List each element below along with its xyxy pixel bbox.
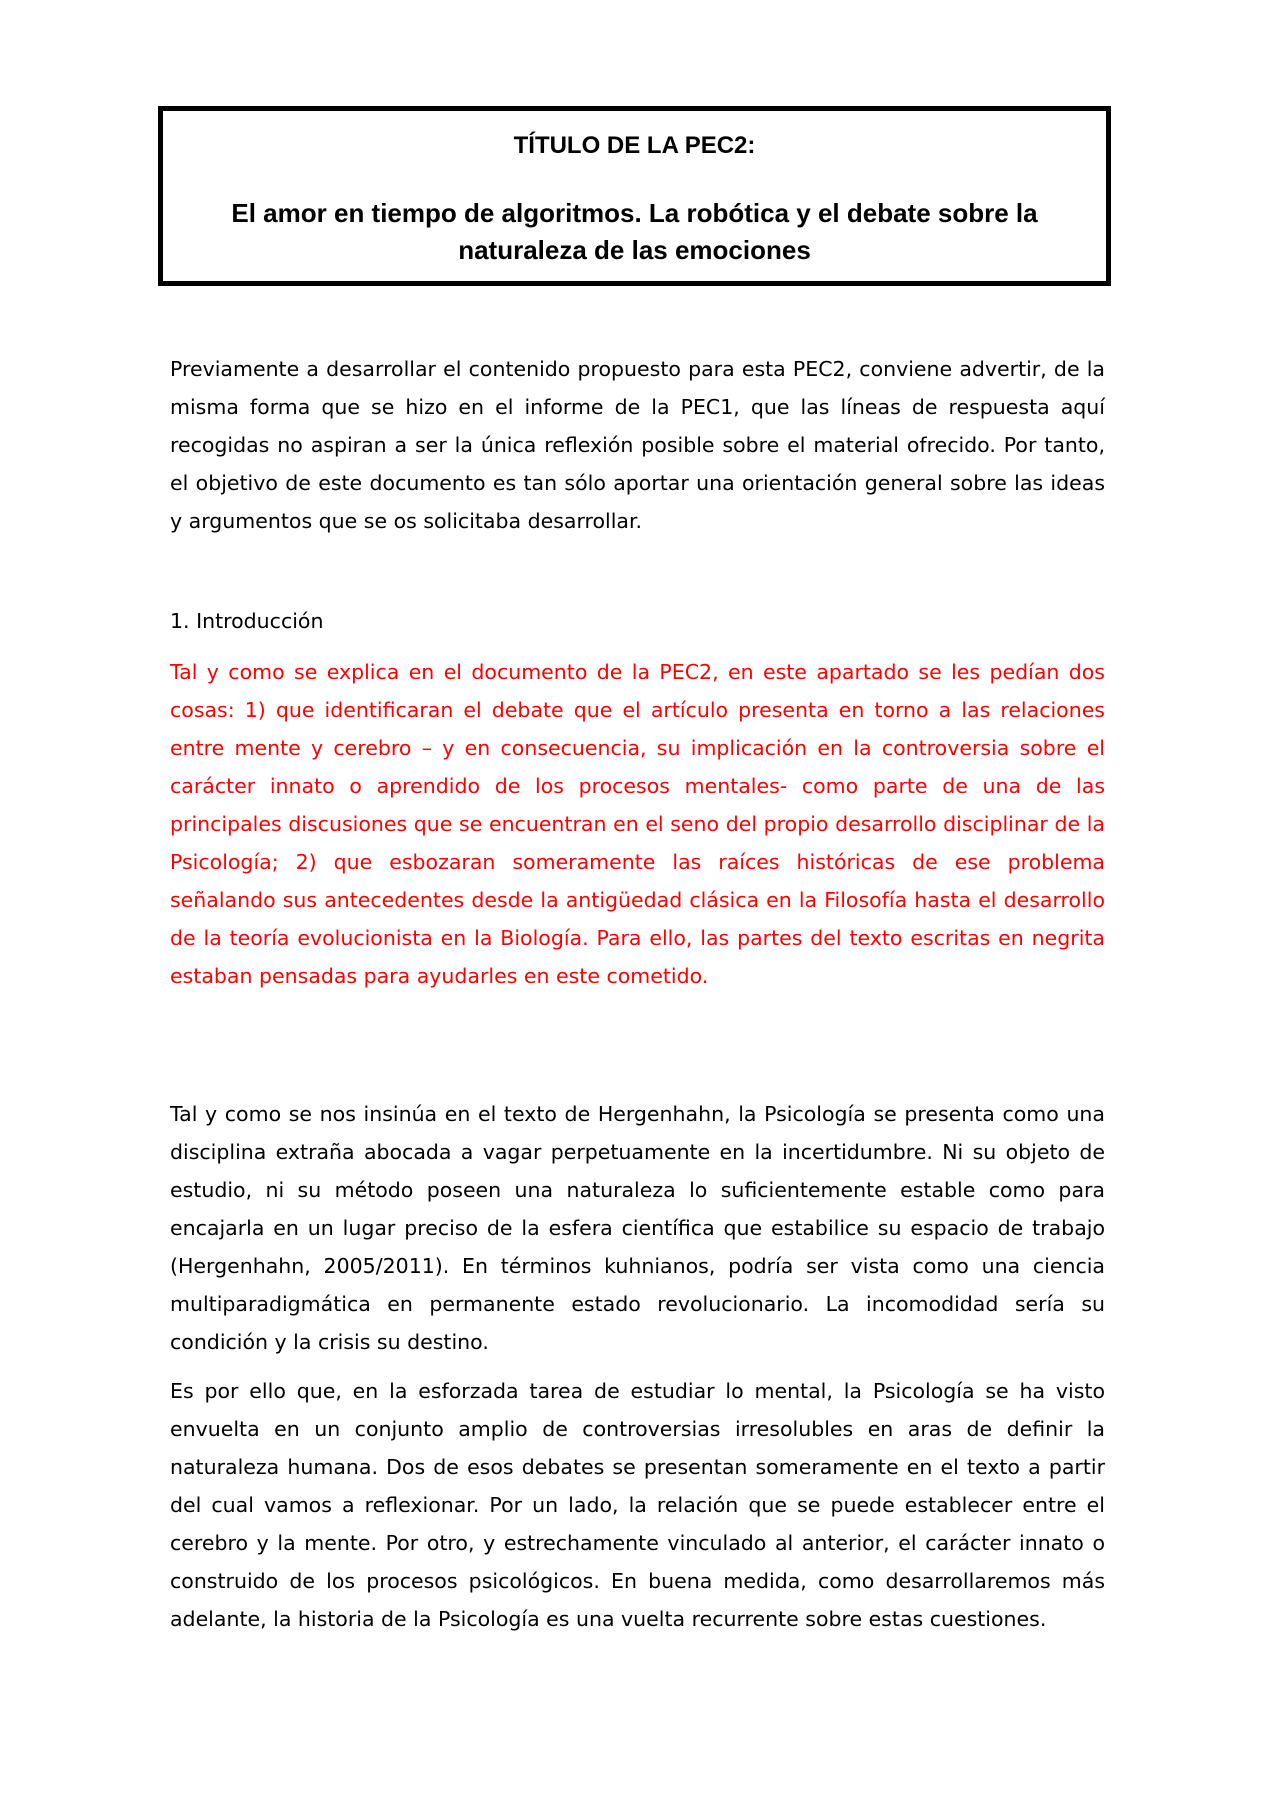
document-title-label: TÍTULO DE LA PEC2: bbox=[513, 132, 756, 159]
body-paragraph: Es por ello que, en la esforzada tarea de estudiar lo mental, la Psicología se ha visto envuelta en un conjunto amplio de controversias irresolubles en aras de definir la naturaleza humana. Dos de esos debates se presentan someramente en el texto a partir del cual vamos a reflexionar. Por un lado, la relación que se puede establecer entre el cerebro y la mente. Por otro, y estrechamente vinculado al anterior, el carácter innato o construido de los procesos psicológicos. En buena medida, como desarrollaremos más adelante, la historia de la Psicología es una vuelta recurrente sobre estas cuestiones. bbox=[170, 1379, 1105, 1631]
instructions-paragraph: Tal y como se explica en el documento de la PEC2, en este apartado se les pedían dos cosas: 1) que identificaran el debate que el artículo presenta en torno a las relaciones entre mente y cerebro – y en consecuencia, su implicación en la controversia sobre el carácter innato o aprendido de los procesos mentales- como parte de una de las principales discusiones que se encuentran en el seno del propio desarrollo disciplinar de la Psicología; 2) que esbozaran someramente las raíces históricas de ese problema señalando sus antecedentes desde la antigüedad clásica en la Filosofía hasta el desarrollo de la teoría evolucionista en la Biología. Para ello, las partes del texto escritas en negrita estaban pensadas para ayudarles en este cometido. bbox=[170, 660, 1105, 988]
document-title: El amor en tiempo de algoritmos. La robótica y el debate sobre la naturaleza de las emociones bbox=[231, 198, 1038, 265]
title-box bbox=[158, 106, 1111, 286]
intro-paragraph: Previamente a desarrollar el contenido propuesto para esta PEC2, conviene advertir, de la misma forma que se hizo en el informe de la PEC1, que las líneas de respuesta aquí recogidas no aspiran a ser la única reflexión posible sobre el material ofrecido. Por tanto, el objetivo de este documento es tan sólo aportar una orientación general sobre las ideas y argumentos que se os solicitaba desarrollar. bbox=[170, 357, 1105, 533]
section-heading: 1. Introducción bbox=[170, 609, 324, 633]
body-paragraph: Tal y como se nos insinúa en el texto de Hergenhahn, la Psicología se presenta como una disciplina extraña abocada a vagar perpetuamente en la incertidumbre. Ni su objeto de estudio, ni su método poseen una naturaleza lo suficientemente estable como para encajarla en un lugar preciso de la esfera científica que estabilice su espacio de trabajo (Hergenhahn, 2005/2011). En términos kuhnianos, podría ser vista como una ciencia multiparadigmática en permanente estado revolucionario. La incomodidad sería su condición y la crisis su destino. bbox=[170, 1102, 1105, 1354]
